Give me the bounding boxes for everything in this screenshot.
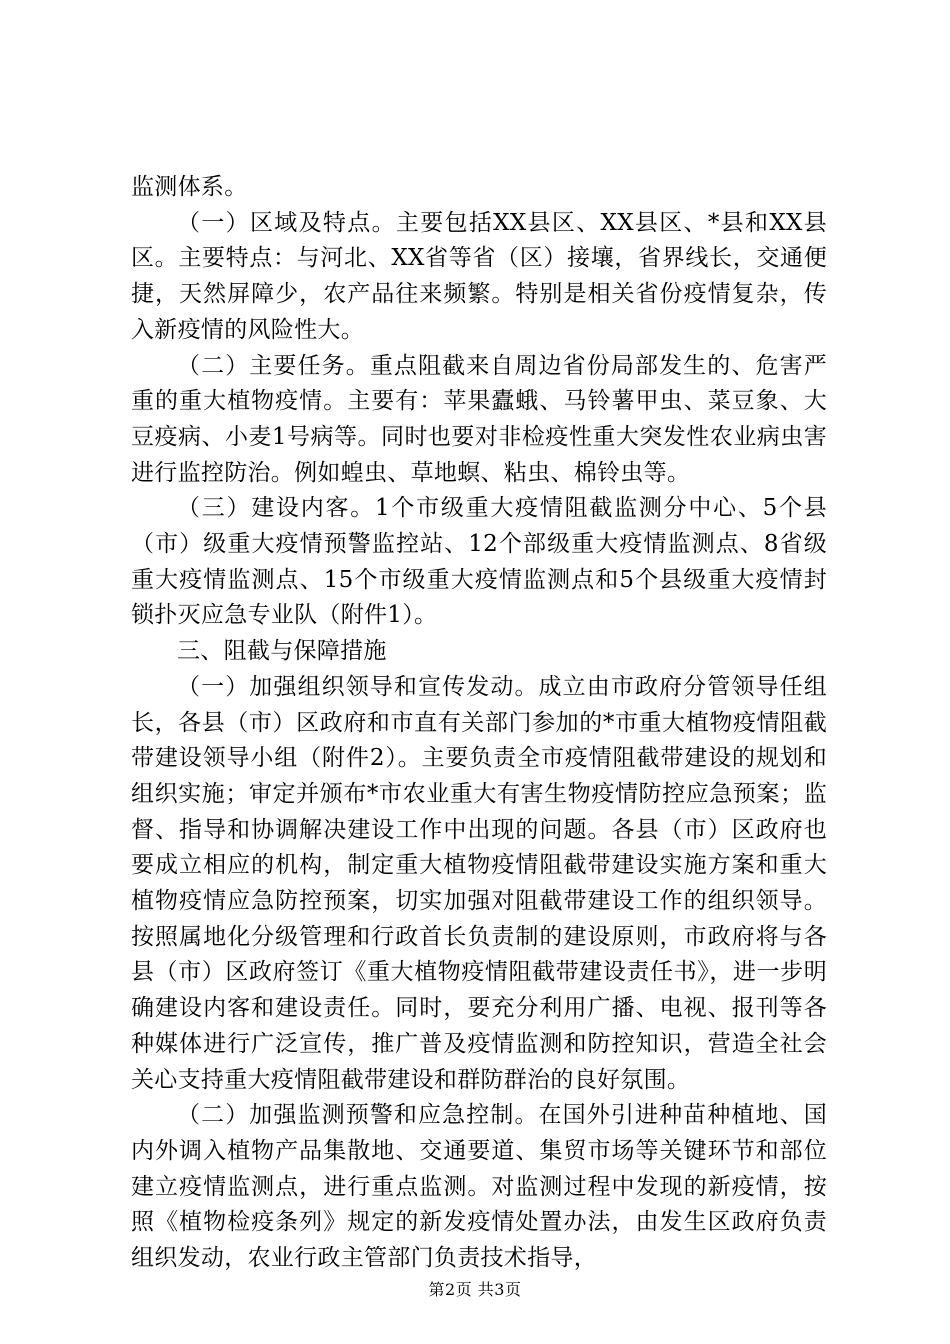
paragraph-organization-leadership: （一）加强组织领导和宣传发动。成立由市政府分管领导任组长，各县（市）区政府和市直有关部门参加的*市重大植物疫情阻截带建设领导小组（附件2）。主要负责全市疫情阻截带建设的规划和组织实施；审定并颁布*市农业重大有害生物疫情防控应急预案；监督、指导和协调解决建设工作中出现的问题。各县（市）区政府也要成立相应的机构，制定重大植物疫情阻截带建设实施方案和重大植物疫情应急防控预案，切实加强对阻截带建设工作的组织领导。按照属地化分级管理和行政首长负责制的建设原则，市政府将与各县（市）区政府签订《重大植物疫情阻截带建设责任书》，进一步明确建设内客和建设责任。同时，要充分利用广播、电视、报刊等各种媒体进行广泛宣传，推广普及疫情监测和防控知识，营造全社会关心支持重大疫情阻截带建设和群防群治的良好氛围。 — [131, 673, 827, 1093]
paragraph-continuation: 监测体系。 — [131, 174, 248, 200]
document-body — [131, 170, 827, 1277]
paragraph-construction-content: （三）建设内客。1个市级重大疫情阻截监测分中心、5个县（市）级重大疫情预警监控站、12个部级重大疫情监测点、8省级重大疫情监测点、15个市级重大疫情监测点和5个县级重大疫情封锁扑灭应急专业队（附件1）。 — [131, 495, 827, 629]
section-heading-measures: 三、阻截与保障措施 — [177, 638, 387, 665]
paragraph-main-tasks: （二）主要任务。重点阻截来自周边省份局部发生的、危害严重的重大植物疫情。主要有：苹果蠹蛾、马铃薯甲虫、菜豆象、大豆疫病、小麦1号病等。同时也要对非检疫性重大突发性农业病虫害进行监控防治。例如蝗虫、草地螟、粘虫、棉铃虫等。 — [131, 352, 827, 486]
paragraph-region-features: （一）区域及特点。主要包括XX县区、XX县区、*县和XX县区。主要特点：与河北、XX省等省（区）接壤，省界线长，交通便捷，天然屏障少，农产品往来频繁。特别是相关省份疫情复杂，传入新疫情的风险性大。 — [131, 209, 827, 343]
page-footer: 第2页 共3页 — [428, 1280, 522, 1299]
paragraph-monitoring-warning: （二）加强监测预警和应急控制。在国外引进种苗种植地、国内外调入植物产品集散地、交通要道、集贸市场等关键环节和部位建立疫情监测点，进行重点监测。对监测过程中发现的新疫情，按照《植物检疫条列》规定的新发疫情处置办法，由发生区政府负责组织发动，农业行政主管部门负责技术指导， — [131, 1102, 827, 1272]
